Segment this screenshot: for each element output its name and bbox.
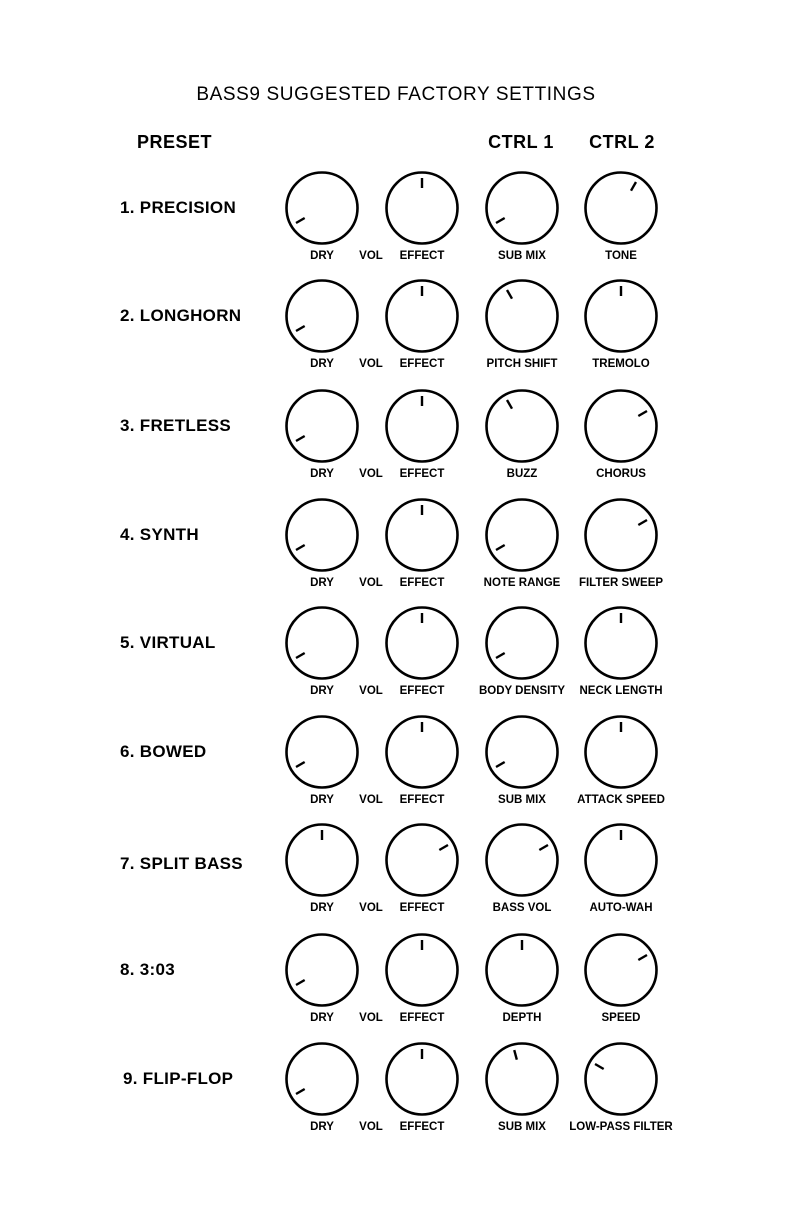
effect-knob[interactable] — [384, 497, 460, 573]
effect-knob[interactable] — [384, 388, 460, 464]
knob-body — [487, 825, 558, 896]
ctrl2-label: NECK LENGTH — [579, 685, 663, 697]
ctrl2-knob[interactable] — [583, 822, 659, 898]
effect-label: EFFECT — [399, 685, 445, 697]
preset-name: 1. PRECISION — [120, 198, 237, 217]
dry-label: DRY — [310, 685, 334, 697]
knob-body — [287, 173, 358, 244]
dry-knob[interactable] — [284, 388, 360, 464]
vol-label: VOL — [359, 250, 383, 262]
dry-label: DRY — [310, 1121, 334, 1133]
ctrl2-label: ATTACK SPEED — [577, 794, 665, 806]
ctrl1-knob[interactable] — [484, 170, 560, 246]
knob-indicator — [439, 845, 448, 850]
preset-name: 7. SPLIT BASS — [120, 854, 243, 873]
knob-body — [287, 608, 358, 679]
ctrl1-label: BASS VOL — [492, 902, 552, 914]
knob-body — [487, 391, 558, 462]
ctrl2-label: CHORUS — [596, 468, 646, 480]
effect-knob[interactable] — [384, 932, 460, 1008]
knob-body — [287, 935, 358, 1006]
ctrl2-knob[interactable] — [583, 278, 659, 354]
effect-knob[interactable] — [384, 278, 460, 354]
knob-body — [487, 500, 558, 571]
preset-column-header: PRESET — [137, 132, 213, 152]
dry-knob[interactable] — [284, 605, 360, 681]
preset-row — [0, 822, 792, 922]
knob-indicator — [539, 845, 548, 850]
dry-label: DRY — [310, 250, 334, 262]
ctrl1-knob[interactable] — [484, 278, 560, 354]
knob-body — [586, 1044, 657, 1115]
effect-label: EFFECT — [399, 358, 445, 370]
vol-label: VOL — [359, 685, 383, 697]
effect-label: EFFECT — [399, 902, 445, 914]
vol-label: VOL — [359, 1012, 383, 1024]
ctrl2-label: TONE — [605, 250, 637, 262]
knob-indicator — [631, 182, 636, 191]
ctrl1-label: SUB MIX — [498, 1121, 546, 1133]
preset-row — [0, 388, 792, 488]
ctrl1-label: PITCH SHIFT — [486, 358, 558, 370]
page-title: BASS9 SUGGESTED FACTORY SETTINGS — [196, 84, 596, 105]
dry-label: DRY — [310, 468, 334, 480]
ctrl1-knob[interactable] — [484, 822, 560, 898]
knob-body — [586, 935, 657, 1006]
knob-indicator — [296, 218, 305, 223]
ctrl2-knob[interactable] — [583, 497, 659, 573]
dry-label: DRY — [310, 794, 334, 806]
knob-indicator — [595, 1064, 604, 1069]
knob-indicator — [296, 1089, 305, 1094]
dry-knob[interactable] — [284, 714, 360, 790]
dry-label: DRY — [310, 1012, 334, 1024]
vol-label: VOL — [359, 577, 383, 589]
ctrl2-label: LOW-PASS FILTER — [569, 1121, 673, 1133]
effect-label: EFFECT — [399, 468, 445, 480]
vol-label: VOL — [359, 794, 383, 806]
knob-body — [287, 500, 358, 571]
knob-indicator — [514, 1050, 517, 1060]
knob-body — [487, 173, 558, 244]
dry-label: DRY — [310, 358, 334, 370]
knob-body — [487, 608, 558, 679]
knob-indicator — [496, 218, 505, 223]
knob-indicator — [496, 545, 505, 550]
ctrl2-knob[interactable] — [583, 170, 659, 246]
preset-row — [0, 278, 792, 378]
ctrl1-knob[interactable] — [484, 932, 560, 1008]
preset-row — [0, 497, 792, 597]
preset-row — [0, 170, 792, 270]
effect-knob[interactable] — [384, 714, 460, 790]
knob-indicator — [296, 980, 305, 985]
knob-indicator — [296, 762, 305, 767]
preset-name: 8. 3:03 — [120, 960, 176, 979]
ctrl2-knob[interactable] — [583, 388, 659, 464]
ctrl1-label: BUZZ — [506, 468, 538, 480]
effect-knob[interactable] — [384, 170, 460, 246]
ctrl2-knob[interactable] — [583, 714, 659, 790]
ctrl2-label: AUTO-WAH — [589, 902, 653, 914]
ctrl1-label: BODY DENSITY — [478, 685, 566, 697]
effect-label: EFFECT — [399, 1012, 445, 1024]
ctrl2-label: SPEED — [601, 1012, 641, 1024]
ctrl1-knob[interactable] — [484, 605, 560, 681]
ctrl2-knob[interactable] — [583, 932, 659, 1008]
dry-knob[interactable] — [284, 1041, 360, 1117]
ctrl2-column-header: CTRL 2 — [589, 132, 655, 152]
ctrl1-knob[interactable] — [484, 497, 560, 573]
effect-knob[interactable] — [384, 822, 460, 898]
knob-indicator — [638, 520, 647, 525]
ctrl2-label: TREMOLO — [592, 358, 650, 370]
knob-indicator — [496, 762, 505, 767]
ctrl1-knob[interactable] — [484, 1041, 560, 1117]
vol-label: VOL — [359, 468, 383, 480]
knob-body — [586, 391, 657, 462]
ctrl1-label: SUB MIX — [498, 794, 546, 806]
preset-name: 9. FLIP-FLOP — [123, 1069, 234, 1088]
ctrl1-label: DEPTH — [502, 1012, 542, 1024]
preset-name: 6. BOWED — [120, 742, 207, 761]
preset-name: 5. VIRTUAL — [120, 633, 216, 652]
knob-indicator — [496, 653, 505, 658]
effect-label: EFFECT — [399, 794, 445, 806]
effect-label: EFFECT — [399, 250, 445, 262]
vol-label: VOL — [359, 1121, 383, 1133]
knob-indicator — [507, 290, 512, 299]
dry-knob[interactable] — [284, 497, 360, 573]
ctrl2-knob[interactable] — [583, 1041, 659, 1117]
effect-knob[interactable] — [384, 1041, 460, 1117]
effect-label: EFFECT — [399, 1121, 445, 1133]
knob-indicator — [638, 955, 647, 960]
knob-body — [287, 717, 358, 788]
ctrl1-label: SUB MIX — [498, 250, 546, 262]
ctrl1-label: NOTE RANGE — [483, 577, 561, 589]
preset-name: 4. SYNTH — [120, 525, 199, 544]
ctrl2-knob[interactable] — [583, 605, 659, 681]
knob-indicator — [296, 653, 305, 658]
knob-indicator — [296, 545, 305, 550]
dry-knob[interactable] — [284, 932, 360, 1008]
dry-knob[interactable] — [284, 170, 360, 246]
dry-knob[interactable] — [284, 822, 360, 898]
knob-indicator — [507, 400, 512, 409]
dry-label: DRY — [310, 577, 334, 589]
knob-indicator — [638, 411, 647, 416]
knob-body — [487, 1044, 558, 1115]
vol-label: VOL — [359, 358, 383, 370]
knob-body — [487, 717, 558, 788]
effect-label: EFFECT — [399, 577, 445, 589]
knob-indicator — [296, 436, 305, 441]
preset-row — [0, 605, 792, 705]
knob-body — [586, 173, 657, 244]
ctrl1-knob[interactable] — [484, 388, 560, 464]
preset-row — [0, 1041, 792, 1141]
dry-label: DRY — [310, 902, 334, 914]
effect-knob[interactable] — [384, 605, 460, 681]
vol-label: VOL — [359, 902, 383, 914]
preset-name: 3. FRETLESS — [120, 416, 231, 435]
ctrl1-column-header: CTRL 1 — [488, 132, 554, 152]
preset-row — [0, 714, 792, 814]
dry-knob[interactable] — [284, 278, 360, 354]
preset-row — [0, 932, 792, 1032]
knob-body — [387, 825, 458, 896]
knob-body — [287, 391, 358, 462]
knob-body — [287, 1044, 358, 1115]
preset-name: 2. LONGHORN — [120, 306, 242, 325]
knob-body — [487, 281, 558, 352]
ctrl1-knob[interactable] — [484, 714, 560, 790]
knob-body — [287, 281, 358, 352]
ctrl2-label: FILTER SWEEP — [578, 577, 664, 589]
knob-indicator — [296, 326, 305, 331]
knob-body — [586, 500, 657, 571]
